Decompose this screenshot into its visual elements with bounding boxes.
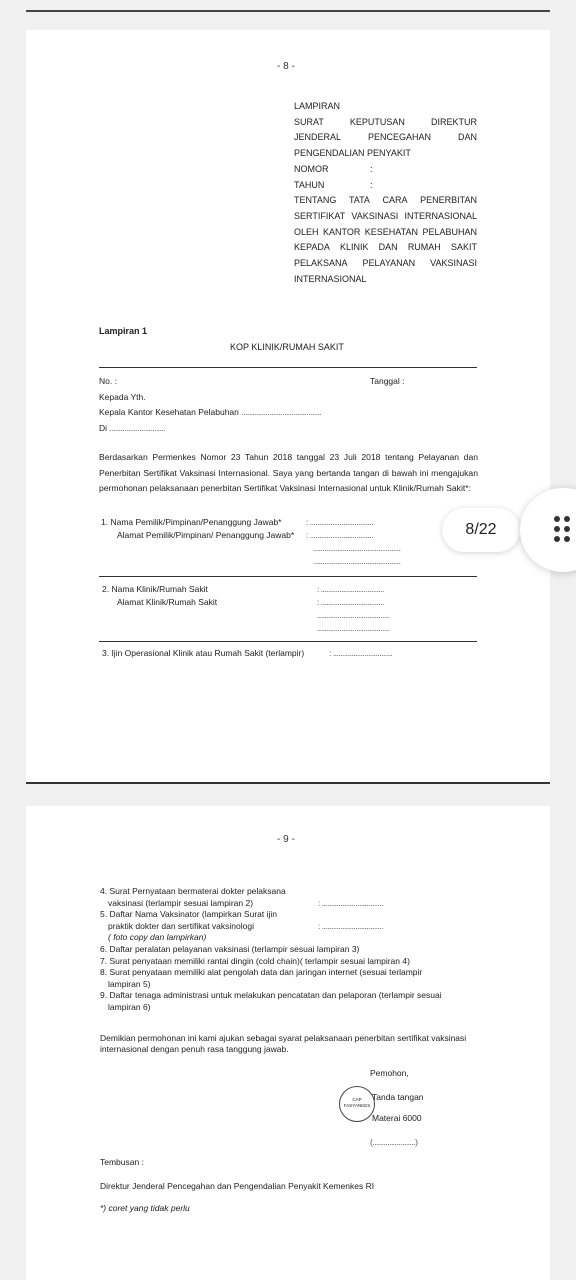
closing-paragraph: Demikian permohonan ini kami ajukan sebagai syarat pelaksanaan penerbitan sertifikat vaksinasi internasional dengan penuh rasa tanggung jawab. — [100, 1033, 467, 1054]
tentang-line: PELAKSANA PELAYANAN VAKSINASI — [294, 258, 477, 269]
item3-label: 3. Ijin Operasional Klinik atau Rumah Sakit (terlampir) — [102, 648, 305, 658]
materai-label: Materai 6000 — [372, 1113, 422, 1123]
lampiran-line: LAMPIRAN — [294, 101, 341, 111]
list-item: 9. Daftar tenaga administrasi untuk melakukan pencatatan dan pelaporan (terlampir sesuai — [100, 990, 442, 1001]
requirements-list — [100, 886, 480, 1014]
blank-line: ....................................... — [317, 610, 390, 620]
tentang-line: OLEH KANTOR KESEHATAN PELABUHAN — [294, 226, 477, 237]
lampiran-title: Lampiran 1 — [99, 326, 148, 336]
lampiran-line: SURAT KEPUTUSAN DIREKTUR — [294, 116, 477, 127]
kepala-line: Kepala Kantor Kesehatan Pelabuhan ........................................... — [99, 407, 322, 417]
tentang-line: INTERNASIONAL — [294, 273, 367, 284]
blank-line: ....................................... — [317, 623, 390, 633]
name-blank: (.......................) — [370, 1137, 418, 1147]
list-item: 8. Surat penyataan memiliki alat pengolah data dan jaringan internet (sesuai terlampir — [100, 967, 423, 978]
list-item: 6. Daftar peralatan pelayanan vaksinasi (terlampir sesuai lampiran 3) — [100, 943, 360, 954]
page-number: - 8 - — [277, 61, 295, 72]
tanggal-label: Tanggal : — [370, 376, 405, 386]
item2-sub-dots: : .................................. — [317, 597, 385, 607]
list-item: lampiran 6) — [108, 1001, 151, 1012]
tentang-line: KEPADA KLINIK DAN RUMAH SAKIT — [294, 242, 477, 253]
blank-line: ............................................... — [313, 556, 401, 566]
list-item: 4. Surat Pernyataan bermaterai dokter pelaksana — [100, 886, 286, 896]
divider — [99, 641, 477, 642]
lampiran-line: PENGENDALIAN PENYAKIT — [294, 148, 411, 159]
item1-sublabel: Alamat Pemilik/Pimpinan/ Penanggung Jawab* — [117, 530, 295, 540]
item1-label: 1. Nama Pemilik/Pimpinan/Penanggung Jawab* — [101, 517, 282, 527]
lampiran-header — [294, 99, 477, 287]
tentang-line: TENTANG TATA CARA PENERBITAN — [294, 195, 477, 206]
tembusan-recipient: Direktur Jenderal Pencegahan dan Pengendalian Penyakit Kemenkes RI — [100, 1181, 375, 1191]
document-page-8 — [26, 30, 550, 784]
tembusan-label: Tembusan : — [100, 1157, 144, 1167]
list-item: praktik dokter dan sertifikat vaksinologi : ................................. — [108, 920, 384, 931]
document-page-9 — [26, 806, 550, 1280]
no-label: No. : — [99, 376, 117, 386]
drag-grip-icon — [554, 516, 570, 542]
request-paragraph: Berdasarkan Permenkes Nomor 23 Tahun 2018 tanggal 23 Juli 2018 tentang Pelayanan dan Penerbitan Sertifikat Vaksinasi Internasional. Saya yang bertanda tangan di bawah ini mengajukan permohonan pelaksanaan penerbitan Sertifikat Vaksinasi Internasional untuk Klinik/Rumah Sakit*: — [99, 452, 478, 493]
item2-sublabel: Alamat Klinik/Rumah Sakit — [117, 597, 218, 607]
list-item: lampiran 5) — [108, 978, 151, 989]
di-line: Di .............................. — [99, 423, 166, 433]
kop-heading: KOP KLINIK/RUMAH SAKIT — [230, 342, 344, 352]
list-item: 5. Daftar Nama Vaksinator (lampirkan Surat ijin — [100, 909, 277, 920]
item1-sub-dots: : .................................. — [306, 530, 374, 540]
stamp-circle: CAP FASYANKES — [339, 1086, 375, 1122]
item1-dots: : .................................. — [306, 517, 374, 527]
divider — [99, 576, 477, 577]
previous-page-bottom — [26, 0, 550, 12]
item3-dots: : ................................ — [329, 648, 393, 658]
list-item: vaksinasi (terlampir sesuai lampiran 2) : ................................. — [108, 897, 384, 908]
list-item: 7. Surat penyataan memiliki rantai dingin (cold chain)( terlampir sesuai lampiran 4) — [100, 955, 410, 966]
divider — [99, 367, 477, 368]
nomor-line: NOMOR : — [294, 163, 373, 174]
item2-label: 2. Nama Klinik/Rumah Sakit — [102, 584, 208, 594]
item2-dots: : .................................. — [317, 584, 385, 594]
list-item: ( foto copy dan lampirkan) — [108, 932, 207, 943]
footnote: *) coret yang tidak perlu — [100, 1203, 190, 1213]
tentang-line: SERTIFIKAT VAKSINASI INTERNASIONAL — [294, 210, 477, 221]
page-indicator[interactable]: 8/22 — [442, 508, 520, 552]
blank-line: ............................................... — [313, 543, 401, 553]
page-number: - 9 - — [277, 834, 295, 845]
pemohon-label: Pemohon, — [370, 1068, 409, 1078]
kepada-label: Kepada Yth. — [99, 392, 146, 402]
tahun-line: TAHUN : — [294, 179, 373, 190]
lampiran-line: JENDERAL PENCEGAHAN DAN — [294, 132, 477, 143]
signature-label: Tanda tangan — [372, 1092, 424, 1102]
